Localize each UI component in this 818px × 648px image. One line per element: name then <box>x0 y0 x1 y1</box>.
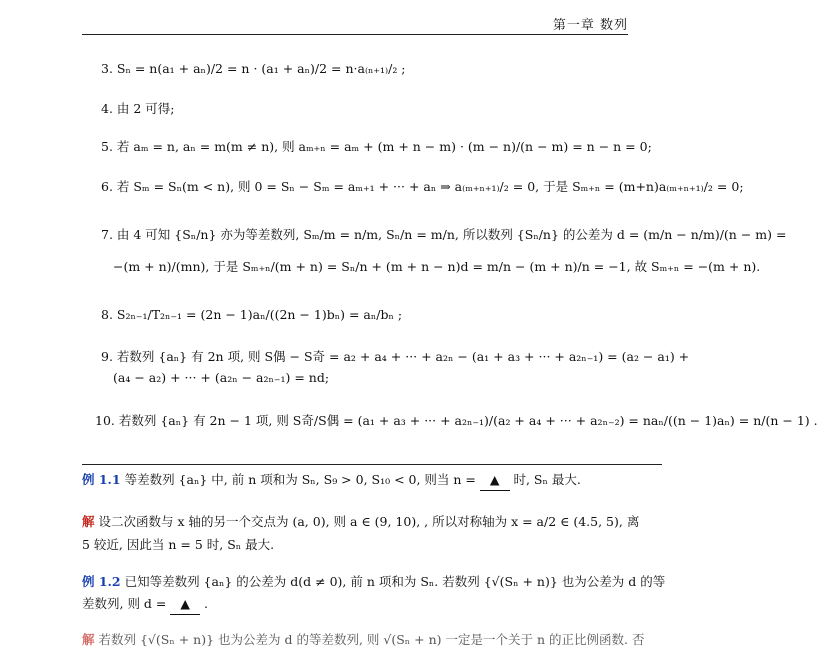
example-text: 等差数列 {aₙ} 中, 前 n 项和为 Sₙ, S₉ > 0, S₁₀ < 0, 则当 n = <box>120 472 476 487</box>
solution-1-1-line1 <box>82 512 639 532</box>
example-label: 例 1.2 <box>82 574 121 589</box>
solution-item-7: 7. 由 4 可知 {Sₙ/n} 亦为等差数列, Sₘ/m = n/m, Sₙ/n = m/n, 所以数列 {Sₙ/n} 的公差为 d = (m/n − n/m)/(n − m) = <box>101 227 787 242</box>
example-label: 例 1.1 <box>82 472 121 487</box>
solution-1-2-partial <box>82 630 644 648</box>
example-text: 已知等差数列 {aₙ} 的公差为 d(d ≠ 0), 前 n 项和为 Sₙ. 若数列 {√(Sₙ + n)} 也为公差为 d 的等 <box>120 574 666 589</box>
example-tail: . <box>199 596 208 611</box>
solution-item-5: 5. 若 aₘ = n, aₙ = m(m ≠ n), 则 aₘ₊ₙ = aₘ + (m + n − m) · (m − n)/(n − m) = n − n = 0; <box>101 139 652 154</box>
solution-1-1-line2: 5 较近, 因此当 n = 5 时, Sₙ 最大. <box>82 537 275 552</box>
solution-item-3: 3. Sₙ = n(a₁ + aₙ)/2 = n · (a₁ + aₙ)/2 = n·a₍ₙ₊₁₎/₂ ; <box>101 61 406 76</box>
solution-item-7-cont: −(m + n)/(mn), 于是 Sₘ₊ₙ/(m + n) = Sₙ/n + (m + n − n)d = m/n − (m + n)/n = −1, 故 Sₘ₊ₙ = −(m + n). <box>113 259 761 274</box>
solution-item-9: 9. 若数列 {aₙ} 有 2n 项, 则 S偶 − S奇 = a₂ + a₄ + ··· + a₂ₙ − (a₁ + a₃ + ··· + a₂ₙ₋₁) = (a₂ − a₁) + <box>101 349 690 364</box>
solution-text: 若数列 {√(Sₙ + n)} 也为公差为 d 的等差数列, 则 √(Sₙ + n) 一定是一个关于 n 的正比例函数. 否 <box>94 632 645 647</box>
solution-item-10: 10. 若数列 {aₙ} 有 2n − 1 项, 则 S奇/S偶 = (a₁ + a₃ + ··· + a₂ₙ₋₁)/(a₂ + a₄ + ··· + a₂ₙ₋₂) = naₙ/((n − 1)aₙ) = n/(n − 1) . <box>95 413 818 428</box>
solution-text: 设二次函数与 x 轴的另一个交点为 (a, 0), 则 a ∈ (9, 10), , 所以对称轴为 x = a/2 ∈ (4.5, 5), 离 <box>94 514 640 529</box>
solution-label: 解 <box>82 514 95 529</box>
example-1-2-line2 <box>82 594 208 615</box>
answer-blank: ▲ <box>480 470 510 491</box>
solution-label: 解 <box>82 632 95 647</box>
solution-item-6: 6. 若 Sₘ = Sₙ(m < n), 则 0 = Sₙ − Sₘ = aₘ₊₁ + ··· + aₙ ⇒ a₍ₘ₊ₙ₊₁₎/₂ = 0, 于是 Sₘ₊ₙ = (m+n)a₍ₘ₊ₙ₊₁₎/₂ = 0; <box>101 179 744 194</box>
example-1-1 <box>82 470 581 491</box>
chapter-title: 第一章 数列 <box>552 18 628 33</box>
solution-item-4: 4. 由 2 可得; <box>101 101 175 116</box>
answer-blank: ▲ <box>170 594 200 615</box>
example-text: 差数列, 则 d = <box>82 596 167 611</box>
example-1-2-line1 <box>82 572 665 592</box>
example-tail: 时, Sₙ 最大. <box>509 472 581 487</box>
solution-item-8: 8. S₂ₙ₋₁/T₂ₙ₋₁ = (2n − 1)aₙ/((2n − 1)bₙ) = aₙ/bₙ ; <box>101 307 403 322</box>
solution-item-9-cont: (a₄ − a₂) + ··· + (a₂ₙ − a₂ₙ₋₁) = nd; <box>113 370 330 385</box>
page-header <box>82 12 628 35</box>
section-divider <box>82 464 662 465</box>
